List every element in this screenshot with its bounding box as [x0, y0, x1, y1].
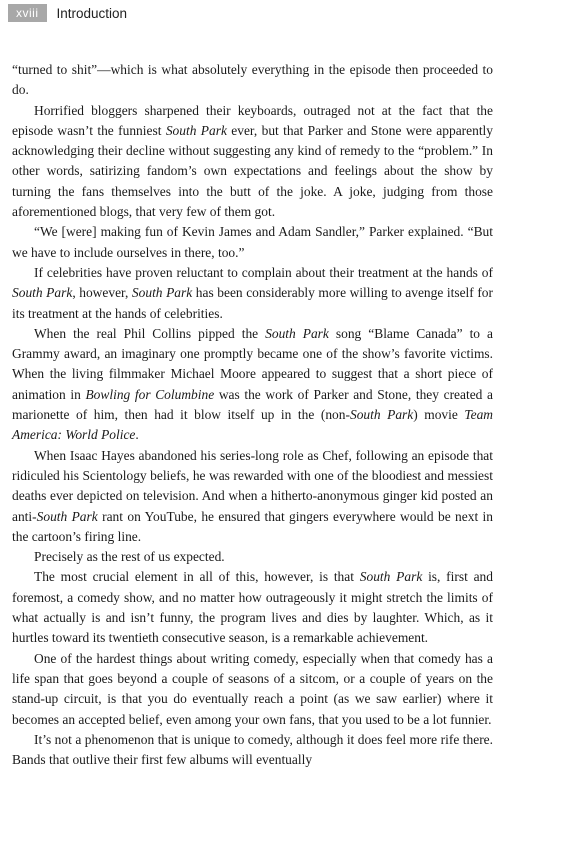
paragraph: [12, 730, 493, 771]
paragraph: [12, 446, 493, 547]
body-text: [12, 60, 493, 770]
text-run: is, first and foremost, a comedy show, and no matter how outrageously it might stretch the limits of what actually is and isn’t funny, the program lives and dies by laughter. Which, as it hurtles toward its twentieth consecutive season, is a remarkable achievement.: [12, 569, 493, 646]
text-run: When Isaac Hayes abandoned his series-long role as Chef, following an episode that ridiculed his Scientology beliefs, he was rewarded with one of the bloodiest and messiest deaths ever depicted on television. And when a hitherto-anonymous ginger kid posted an anti-: [12, 447, 493, 524]
paragraph: [12, 547, 493, 567]
italic-title: South Park: [265, 325, 329, 341]
text-run: .: [135, 427, 139, 443]
text-run: ever, but that Parker and Stone were apparently acknowledging their decline without suggesting any kind of remedy to the “problem.” In other words, satirizing fandom’s own expectations and feelings about the show by turning the fans themselves into the butt of the joke. A joke, judging from those aforementioned blogs, that very few of them got.: [12, 122, 494, 220]
paragraph: [12, 263, 493, 324]
text-run: Horrified bloggers sharpened their keyboards, outraged not at the fact that the episode wasn’t the funniest: [12, 102, 493, 138]
italic-title: South Park: [349, 407, 414, 423]
italic-title: South Park: [131, 285, 193, 301]
paragraph: [12, 222, 493, 263]
paragraph: [12, 567, 493, 648]
italic-title: Team America: World Police: [12, 407, 494, 443]
italic-title: South Park: [165, 122, 227, 138]
paragraph: [12, 60, 493, 101]
paragraph: [12, 324, 493, 446]
text-run: was the work of Parker and Stone, they created a marionette of him, then had it blow itself up in the (non-: [12, 386, 493, 423]
text-run: One of the hardest things about writing comedy, especially when that comedy has a life span that goes beyond a couple of seasons of a sitcom, or a couple of years on the stand-up circuit, is that you do eventually reach a point (as we saw earlier) where it becomes an accepted belief, even among your own fans, that you used to be a lot funnier.: [12, 650, 493, 727]
text-run: It’s not a phenomenon that is unique to comedy, although it does feel more rife there. Bands that outlive their first few albums will eventually: [12, 731, 493, 768]
text-run: has been considerably more willing to avenge itself for its treatment at the hands of celebrities.: [12, 285, 494, 321]
paragraph: [12, 649, 493, 730]
italic-title: South Park: [359, 569, 423, 585]
text-run: Precisely as the rest of us expected.: [34, 549, 225, 565]
paragraph: [12, 101, 493, 223]
running-head: Introduction: [56, 5, 128, 21]
text-run: , however,: [72, 285, 132, 301]
text-run: “We [were] making fun of Kevin James and Adam Sandler,” Parker explained. “But we have to include ourselves in there, too.”: [12, 224, 493, 260]
italic-title: South Park: [12, 285, 73, 301]
page-number: xviii: [8, 4, 47, 22]
text-run: If celebrities have proven reluctant to complain about their treatment at the hands of: [34, 264, 493, 280]
text-run: The most crucial element in all of this, however, is that: [34, 569, 360, 585]
italic-title: South Park: [36, 508, 98, 524]
text-run: “turned to shit”—which is what absolutely everything in the episode then proceeded to do.: [12, 62, 493, 98]
page-header: [8, 4, 127, 22]
text-run: ) movie: [413, 407, 465, 423]
text-run: When the real Phil Collins pipped the: [34, 325, 266, 341]
text-run: song “Blame Canada” to a Grammy award, an imaginary one promptly became one of the show’s favorite victims. When the living filmmaker Michael Moore appeared to suggest that a short piece of animation in: [12, 325, 493, 402]
text-run: rant on YouTube, he ensured that gingers everywhere would be next in the cartoon’s firing line.: [12, 508, 493, 544]
italic-title: Bowling for Columbine: [85, 386, 215, 402]
